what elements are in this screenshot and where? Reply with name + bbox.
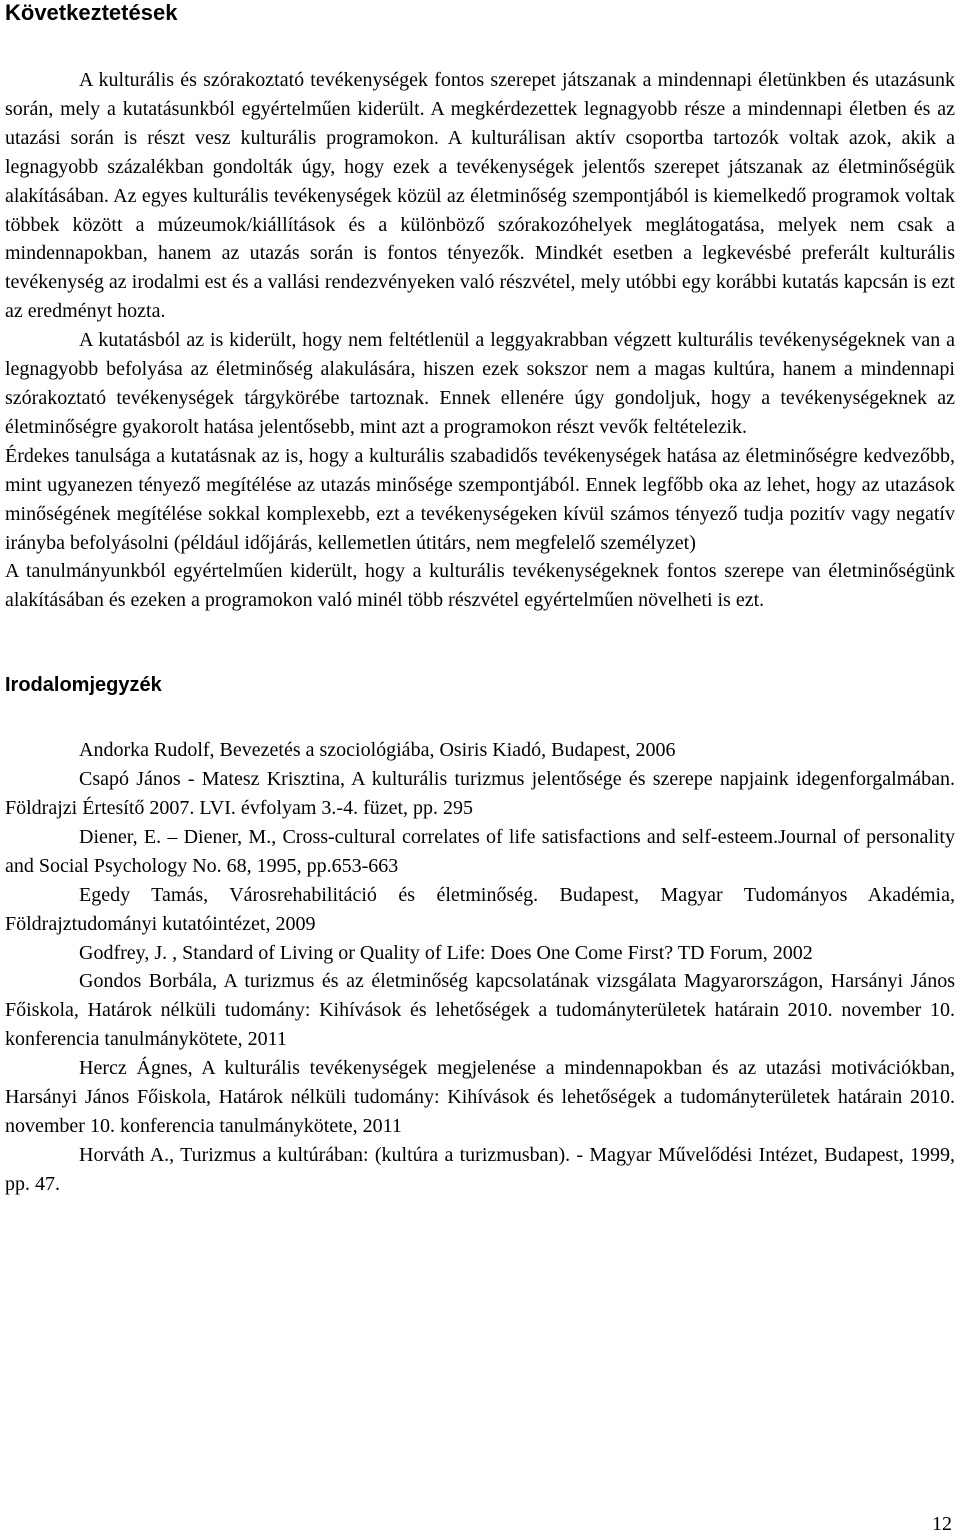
reference-item: Andorka Rudolf, Bevezetés a szociológiába, Osiris Kiadó, Budapest, 2006 <box>79 739 676 762</box>
reference-item: Gondos Borbála, A turizmus és az életminőség kapcsolatának vizsgálata Magyarországon, Harsányi János Főiskola, Határok nélküli tudomány: Kihívások és lehetőségek a tudományterületek határain 2010. november 10. konferencia tanulmánykötete, 2011 <box>5 970 955 1051</box>
reference-item: Csapó János - Matesz Krisztina, A kulturális turizmus jelentősége és szerepe napjaink idegenforgalmában. Földrajzi Értesítő 2007. LVI. évfolyam 3.-4. füzet, pp. 295 <box>5 768 955 820</box>
conclusions-paragraph-2: A kutatásból az is kiderült, hogy nem feltétlenül a leggyakrabban végzett kulturális tevékenységeknek van a legnagyobb befolyása az életminőség alakulására, hiszen ezek sokszor nem a magas kultúra, hanem a mindennapi szórakoztató tevékenységek tárgykörébe tartoznak. Ennek ellenére úgy gondoljuk, hogy a tevékenységeknek az életminőségre gyakorolt hatása jelentősebb, mint azt a programokon részt vevők feltételezik. <box>5 329 955 438</box>
references-heading: Irodalomjegyzék <box>5 674 162 697</box>
document-page <box>5 0 955 1199</box>
reference-item: Godfrey, J. , Standard of Living or Quality of Life: Does One Come First? TD Forum, 2002 <box>79 941 813 964</box>
conclusions-paragraph-4: A tanulmányunkból egyértelműen kiderült, hogy a kulturális tevékenységeknek fontos szerepe van életminőségünk alakításában és ezeken a programokon való minél több részvétel egyértelműen növelheti is ezt. <box>5 560 955 612</box>
reference-item: Hercz Ágnes, A kulturális tevékenységek megjelenése a mindennapokban és az utazási motivációkban, Harsányi János Főiskola, Határok nélküli tudomány: Kihívások és lehetőségek a tudományterületek határain 2010. november 10. konferencia tanulmánykötete, 2011 <box>5 1057 955 1137</box>
references-list <box>5 736 955 1199</box>
page-number: 12 <box>932 1513 952 1535</box>
conclusions-paragraph-1: A kulturális és szórakoztató tevékenységek fontos szerepet játszanak a mindennapi életünkben és utazásunk során, mely a kutatásunkból egyértelműen kiderült. A megkérdezettek legnagyobb része a mindennapi életben és az utazási során is részt vesz kulturális programokon. A kulturálisan aktív csoportba tartozók voltak azok, akik a legnagyobb százalékban gondolták úgy, hogy ezek a tevékenységek jelentős szerepet játszanak az életminőségük alakításában. Az egyes kulturális tevékenységek közül az életminőség szempontjából is kiemelkedő programok voltak többek között a múzeumok/kiállítások és a különböző szórakozóhelyek meglátogatása, melyek nem csak a mindennapokban, hanem az utazás során is fontos tényezők. Mindkét esetben a legkevésbé preferált kulturális tevékenység az irodalmi est és a vallási rendezvényeken való részvétel, mely utóbbi egy korábbi kutatás kapcsán is ezt az eredményt hozta. <box>5 69 955 323</box>
reference-item: Horváth A., Turizmus a kultúrában: (kultúra a turizmusban). - Magyar Művelődési Intézet, Budapest, 1999, pp. 47. <box>5 1143 955 1195</box>
conclusions-heading: Következtetések <box>5 0 178 25</box>
reference-item: Diener, E. – Diener, M., Cross-cultural correlates of life satisfactions and self-esteem.Journal of personality and Social Psychology No. 68, 1995, pp.653-663 <box>5 825 955 877</box>
conclusions-paragraph-3: Érdekes tanulsága a kutatásnak az is, hogy a kulturális szabadidős tevékenységek hatása az életminőségre kedvezőbb, mint ugyanezen tényező megítélése az utazás minősége szempontjából. Ennek legfőbb oka az lehet, hogy az utazások minőségének megítélése sokkal komplexebb, ezt a tevékenységeken kívül számos tényező tudja pozitív vagy negatív irányba befolyásolni (például időjárás, kellemetlen útitárs, nem megfelelő személyzet) <box>5 444 955 554</box>
reference-item: Egedy Tamás, Városrehabilitáció és életminőség. Budapest, Magyar Tudományos Akadémia, Földrajztudományi kutatóintézet, 2009 <box>5 883 955 935</box>
conclusions-body <box>5 66 955 615</box>
